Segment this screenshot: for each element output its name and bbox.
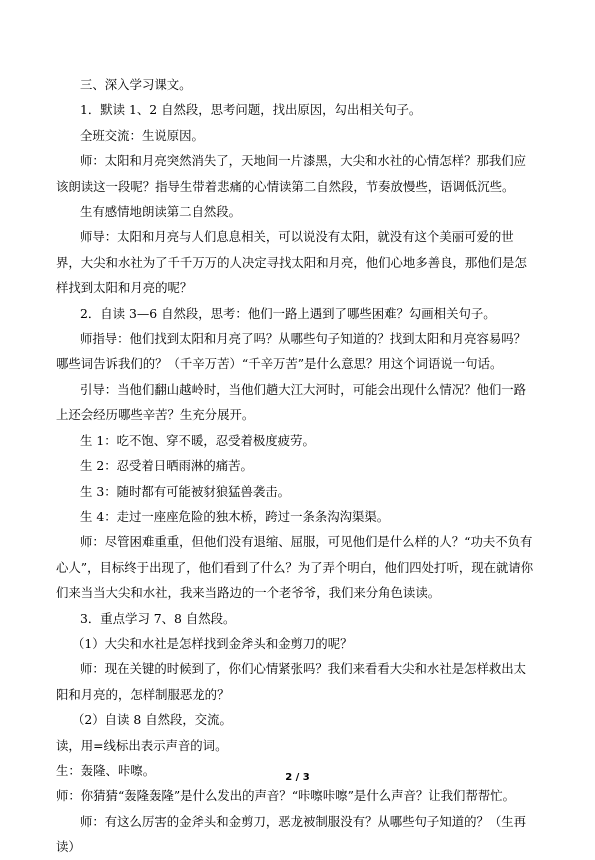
paragraph: 师：太阳和月亮突然消失了，天地间一片漆黑，大尖和水社的心情怎样？那我们应该朗读这一段呢？指导生带着悲痛的心情读第二自然段，节奏放慢些，语调低沉些。 (56, 153, 527, 194)
paragraph: 生 3：随时都有可能被豺狼猛兽袭击。 (80, 483, 291, 499)
paragraph: 2．自读 3—6 自然段，思考：他们一路上遇到了哪些困难？勾画相关句子。 (80, 305, 496, 321)
paragraph: 读，用=线标出表示声音的词。 (56, 737, 228, 753)
paragraph: 3．重点学习 7、8 自然段。 (80, 610, 236, 626)
paragraph: 生 1：吃不饱、穿不暖，忍受着极度疲劳。 (80, 432, 315, 448)
paragraph: 师：有这么厉害的金斧头和金剪刀，恶龙被制服没有？从哪些句子知道的？（生再读） (56, 813, 527, 855)
paragraph: 生 4：走过一座座危险的独木桥，跨过一条条沟沟渠渠。 (80, 508, 390, 524)
paragraph: 1．默读 1、2 自然段，思考问题，找出原因，勾出相关句子。 (80, 102, 422, 118)
paragraph: 师导：太阳和月亮与人们息息相关，可以说没有太阳，就没有这个美丽可爱的世界，大尖和水社为了千千万万的人决定寻找太阳和月亮，他们心地多善良，那他们是怎样找到太阳和月亮的呢？ (56, 229, 527, 296)
paragraph: 师：你猜猜“轰隆轰隆”是什么发出的声音？“咔嚓咔嚓”是什么声音？让我们帮帮忙。 (56, 788, 516, 804)
paragraph: （1）大尖和水社是怎样找到金斧头和金剪刀的呢？ (72, 635, 353, 651)
paragraph: 生有感情地朗读第二自然段。 (80, 204, 242, 220)
paragraph: 引导：当他们翻山越岭时，当他们趟大江大河时，可能会出现什么情况？他们一路上还会经历哪些辛苦？生充分展开。 (56, 381, 527, 423)
document-body (56, 72, 536, 860)
paragraph: 生：轰隆、咔嚓。 (56, 762, 156, 778)
paragraph: 师：尽管困难重重，但他们没有退缩、屈服，可见他们是什么样的人？“功夫不负有心人”，目标终于出现了，他们看到了什么？为了弄个明白，他们四处打听，现在就请你们来当当大尖和水社，我来当路边的一个老爷爷，我们来分角色读读。 (56, 534, 534, 601)
section-heading: 三、深入学习课文。 (80, 77, 192, 92)
paragraph: 师指导：他们找到太阳和月亮了吗？从哪些句子知道的？找到太阳和月亮容易吗？哪些词告诉我们的？（千辛万苦）“千辛万苦”是什么意思？用这个词语说一句话。 (56, 331, 527, 372)
paragraph: 全班交流：生说原因。 (80, 127, 204, 143)
paragraph: （2）自读 8 自然段，交流。 (72, 712, 232, 728)
paragraph: 生 2：忍受着日晒雨淋的痛苦。 (80, 458, 253, 474)
paragraph: 师：现在关键的时候到了，你们心情紧张吗？我们来看看大尖和水社是怎样救出太阳和月亮的，怎样制服恶龙的？ (56, 661, 527, 702)
page-number: 2 / 3 (285, 772, 310, 783)
